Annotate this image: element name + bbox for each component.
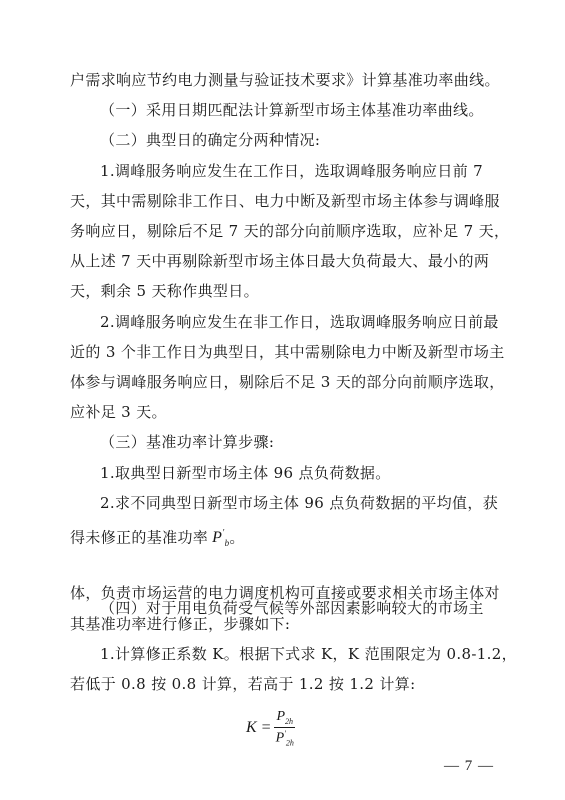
formula-fraction [274, 709, 295, 747]
section-heading-1: （一）采用日期匹配法计算新型市场主体基准功率曲线。 [100, 101, 484, 120]
paragraph-line: 1.取典型日新型市场主体 96 点负荷数据。 [100, 463, 391, 482]
paragraph-line: 若低于 0.8 按 0.8 计算，若高于 1.2 按 1.2 计算: [70, 675, 416, 693]
paragraph-line: 天，其中需剔除非工作日、电力中断及新型市场主体参与调峰服 [70, 191, 500, 210]
section-heading-2: （二）典型日的确定分两种情况: [100, 131, 321, 150]
paragraph-line: 从上述 7 天中再剔除新型市场主体日最大负荷最大、最小的两 [70, 252, 490, 271]
line-end: 。 [229, 528, 245, 547]
paragraph-line: 天，剩余 5 天称作典型日。 [70, 282, 259, 301]
paragraph-line: 其基准功率进行修正，步骤如下: [70, 614, 291, 633]
formula-numerator: $P_{2h}$ [276, 709, 294, 726]
page-number: — 7 — [444, 758, 494, 774]
section-heading-3: （三）基准功率计算步骤: [100, 433, 275, 452]
paragraph-line: 1.调峰服务响应发生在工作日，选取调峰服务响应日前 7 [100, 161, 484, 180]
paragraph-line: 2.调峰服务响应发生在非工作日，选取调峰服务响应日前最 [100, 312, 499, 331]
pb-symbol [212, 528, 230, 549]
paragraph-line [70, 521, 510, 549]
pb-base: P [212, 529, 223, 547]
paragraph-line: 1.计算修正系数 K。根据下式求 K，K 范围限定为 0.8-1.2， [100, 644, 518, 663]
section-heading-4: （四）对于用电负荷受气候等外部因素影响较大的市场主 [100, 599, 484, 617]
pb-sup: ' [222, 528, 225, 538]
formula-k [246, 704, 356, 752]
paragraph-line: 务响应日，剔除后不足 7 天的部分向前顺序选取，应补足 7 天， [70, 222, 510, 240]
line-text: 得未修正的基准功率 [70, 528, 209, 547]
pb-sub: b [224, 538, 230, 549]
paragraph-line: 近的 3 个非工作日为典型日，其中需剔除电力中断及新型市场主 [70, 342, 505, 361]
paragraph-line: 应补足 3 天。 [70, 403, 167, 422]
formula-lhs: K = [246, 719, 272, 737]
paragraph-line: 户需求响应节约电力测量与验证技术要求》计算基准功率曲线。 [70, 71, 500, 89]
paragraph-line: 体参与调峰服务响应日，剔除后不足 3 天的部分向前顺序选取， [70, 373, 505, 391]
paragraph-line: 体，负责市场运营的电力调度机构可直接或要求相关市场主体对 [70, 584, 500, 603]
formula-denominator: $P'_{2h}$ [275, 728, 294, 748]
paragraph-line: 2.求不同典型日新型市场主体 96 点负荷数据的平均值，获 [100, 493, 499, 512]
